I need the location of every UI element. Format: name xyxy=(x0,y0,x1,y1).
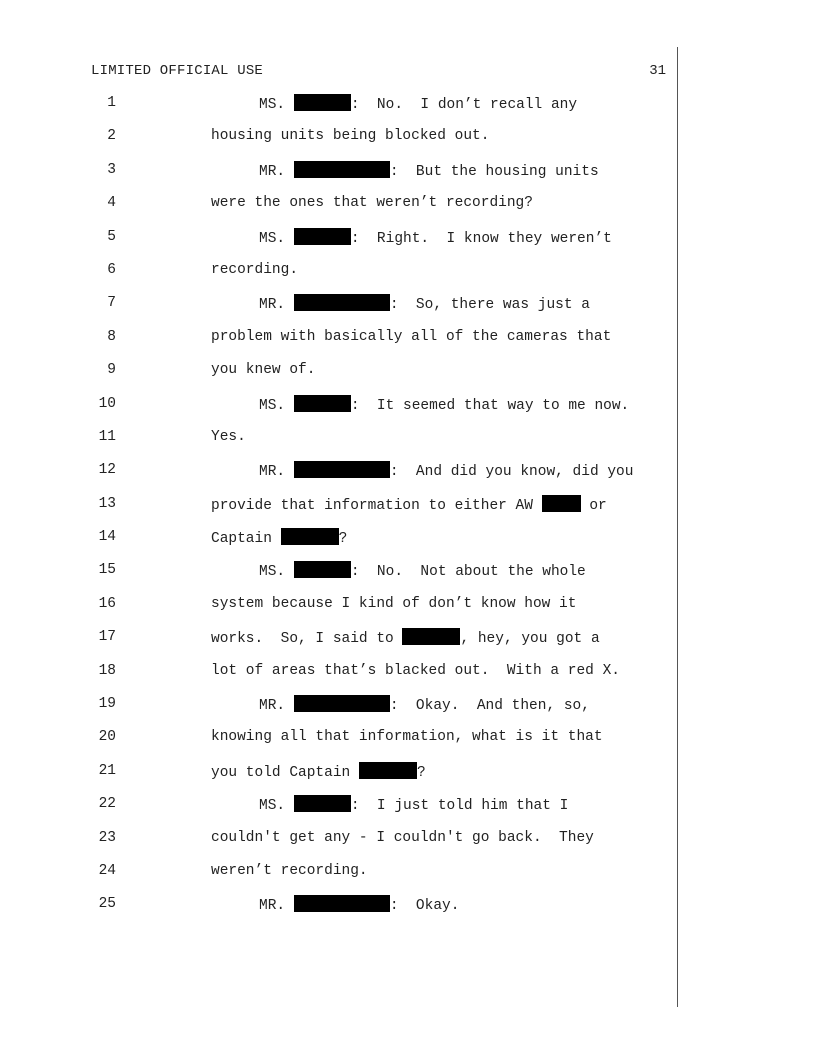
line-text: provide that information to either AW xyxy=(211,497,542,514)
transcript-line xyxy=(0,595,677,628)
transcript-line xyxy=(0,294,677,327)
speaker-label: MR. xyxy=(259,464,286,481)
speaker-label: MR. xyxy=(259,698,286,715)
redaction-box xyxy=(294,161,390,178)
line-text: lot of areas that’s blacked out. With a red X. xyxy=(211,662,620,679)
redaction-box xyxy=(542,495,581,512)
page-number: 31 xyxy=(649,63,666,79)
transcript-line xyxy=(0,127,677,160)
redaction-box xyxy=(294,94,351,111)
redaction-box xyxy=(294,561,351,578)
line-text: : So, there was just a xyxy=(389,297,590,314)
line-number: 14 xyxy=(98,529,116,546)
line-text: problem with basically all of the cameras that xyxy=(211,328,612,345)
line-number: 15 xyxy=(98,562,116,579)
line-text: housing units being blocked out. xyxy=(211,128,490,145)
transcript-line xyxy=(0,328,677,361)
redaction-box xyxy=(294,395,351,412)
transcript-line xyxy=(0,862,677,895)
line-number: 17 xyxy=(98,629,116,646)
line-number: 8 xyxy=(107,328,116,345)
line-text: were the ones that weren’t recording? xyxy=(211,195,533,212)
line-text: : Right. I know they weren’t xyxy=(350,230,612,247)
transcript-line xyxy=(0,94,677,127)
line-text: weren’t recording. xyxy=(211,862,368,879)
line-text: : Okay. And then, so, xyxy=(389,698,590,715)
transcript-line xyxy=(0,662,677,695)
transcript-lines xyxy=(0,94,677,929)
redaction-box xyxy=(294,228,351,245)
transcript-line xyxy=(0,795,677,828)
line-number: 22 xyxy=(98,796,116,813)
transcript-line xyxy=(0,461,677,494)
line-text: ? xyxy=(416,764,426,781)
line-text: system because I kind of don’t know how it xyxy=(211,595,577,612)
redaction-box xyxy=(402,628,460,645)
line-number: 16 xyxy=(98,595,116,612)
line-number: 1 xyxy=(107,95,116,111)
transcript-line xyxy=(0,561,677,594)
line-text: Yes. xyxy=(211,428,246,445)
line-text: knowing all that information, what is it that xyxy=(211,729,603,746)
redaction-box xyxy=(359,762,417,779)
speaker-label: MR. xyxy=(259,163,286,180)
redaction-box xyxy=(294,795,351,812)
line-number: 19 xyxy=(98,696,116,713)
line-number: 24 xyxy=(98,862,116,879)
transcript-line xyxy=(0,194,677,227)
speaker-label: MS. xyxy=(259,397,286,414)
transcript-line xyxy=(0,428,677,461)
line-number: 23 xyxy=(98,829,116,846)
line-text: , hey, you got a xyxy=(460,631,600,648)
line-number: 20 xyxy=(98,729,116,746)
line-number: 13 xyxy=(98,495,116,512)
speaker-label: MS. xyxy=(259,230,286,247)
margin-rule xyxy=(677,47,678,1007)
transcript-line xyxy=(0,261,677,294)
line-text: : No. I don’t recall any xyxy=(350,97,578,113)
transcript-line xyxy=(0,361,677,394)
speaker-label: MR. xyxy=(259,297,286,314)
line-text: ? xyxy=(338,531,348,548)
speaker-label: MS. xyxy=(259,798,286,815)
line-text: : No. Not about the whole xyxy=(350,564,586,581)
line-text: : But the housing units xyxy=(389,163,599,180)
line-number: 7 xyxy=(107,295,116,312)
line-number: 4 xyxy=(107,195,116,212)
line-text: : I just told him that I xyxy=(350,798,569,815)
transcript-line xyxy=(0,895,677,928)
speaker-label: MS. xyxy=(259,564,286,581)
line-text: : It seemed that way to me now. xyxy=(350,397,630,414)
transcript-line xyxy=(0,829,677,862)
line-number: 6 xyxy=(107,261,116,278)
transcript-line xyxy=(0,528,677,561)
line-text: : Okay. xyxy=(389,898,460,915)
line-text: you told Captain xyxy=(211,764,359,781)
line-number: 9 xyxy=(107,362,116,379)
line-text: : And did you know, did you xyxy=(389,464,634,481)
speaker-label: MS. xyxy=(259,97,286,113)
line-number: 5 xyxy=(107,228,116,245)
line-text: couldn't get any - I couldn't go back. They xyxy=(211,829,594,846)
redaction-box xyxy=(294,895,390,912)
line-text: recording. xyxy=(211,261,299,278)
line-number: 18 xyxy=(98,662,116,679)
line-number: 10 xyxy=(98,395,116,412)
redaction-box xyxy=(281,528,339,545)
transcript-line xyxy=(0,161,677,194)
line-number: 2 xyxy=(107,128,116,145)
transcript-line xyxy=(0,495,677,528)
transcript-line xyxy=(0,395,677,428)
transcript-line xyxy=(0,228,677,261)
classification-header: LIMITED OFFICIAL USE xyxy=(91,63,264,79)
speaker-label: MR. xyxy=(259,898,286,915)
line-text: works. So, I said to xyxy=(211,631,403,648)
line-text: or xyxy=(580,497,607,514)
line-number: 11 xyxy=(98,428,116,445)
redaction-box xyxy=(294,461,390,478)
transcript-line xyxy=(0,728,677,761)
transcript-line xyxy=(0,695,677,728)
line-text: Captain xyxy=(211,531,281,548)
transcript-line xyxy=(0,628,677,661)
line-text: you knew of. xyxy=(211,362,316,379)
line-number: 3 xyxy=(107,161,116,178)
line-number: 12 xyxy=(98,462,116,479)
line-number: 21 xyxy=(98,762,116,779)
redaction-box xyxy=(294,695,390,712)
line-number: 25 xyxy=(98,896,116,913)
transcript-line xyxy=(0,762,677,795)
redaction-box xyxy=(294,294,390,311)
